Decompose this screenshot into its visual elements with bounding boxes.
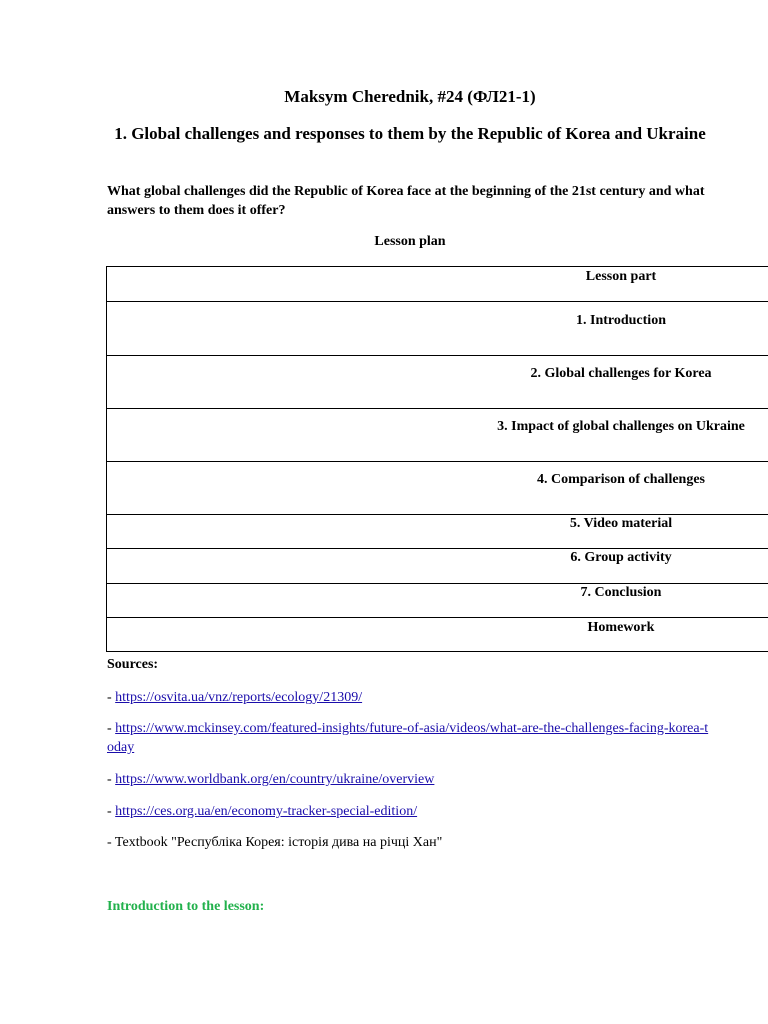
source-prefix: - [107, 690, 116, 705]
lesson-plan-title: Lesson plan [374, 234, 446, 249]
table-row [107, 584, 768, 618]
table-cell-group-activity: 6. Group activity [570, 550, 672, 565]
source-item [107, 719, 713, 757]
table-row [107, 462, 768, 515]
source-textbook: Textbook "Республіка Корея: історія дива на річці Хан" [114, 835, 443, 850]
table-cell-comparison: 4. Comparison of challenges [537, 472, 705, 487]
table-header-lesson-part: Lesson part [585, 269, 657, 284]
source-prefix: - [107, 804, 116, 819]
lesson-plan-table [106, 266, 768, 652]
author-line: Maksym Cherednik, #24 (ФЛ21-1) [284, 87, 536, 106]
table-row [107, 356, 768, 409]
table-cell-conclusion: 7. Conclusion [580, 585, 662, 600]
table-row [107, 618, 768, 652]
table-header-row [107, 267, 768, 302]
table-cell-introduction: 1. Introduction [576, 313, 666, 328]
source-prefix: - [107, 721, 116, 736]
table-row [107, 549, 768, 584]
table-cell-video-material: 5. Video material [569, 516, 673, 531]
table-row [107, 515, 768, 549]
table-row [107, 302, 768, 356]
source-item [107, 688, 713, 707]
table-cell-impact-ukraine: 3. Impact of global challenges on Ukraine [497, 419, 745, 434]
source-link-osvita[interactable]: https://osvita.ua/vnz/reports/ecology/21309/ [115, 690, 363, 705]
source-prefix: - [107, 835, 115, 850]
source-item [107, 802, 713, 821]
lesson-question: What global challenges did the Republic of Korea face at the beginning of the 21st century and what answers to them does it offer? [107, 184, 705, 218]
source-link-mckinsey[interactable]: https://www.mckinsey.com/featured-insights/future-of-asia/videos/what-are-the-challenges-facing-korea-today [107, 721, 709, 755]
source-prefix: - [107, 772, 116, 787]
source-item [107, 770, 713, 789]
source-link-worldbank[interactable]: https://www.worldbank.org/en/country/ukraine/overview [115, 772, 435, 787]
source-link-ces[interactable]: https://ces.org.ua/en/economy-tracker-special-edition/ [115, 804, 418, 819]
table-cell-global-challenges: 2. Global challenges for Korea [530, 366, 712, 381]
document-title: 1. Global challenges and responses to them by the Republic of Korea and Ukraine [114, 124, 706, 143]
table-cell-homework: Homework [587, 620, 655, 635]
intro-heading: Introduction to the lesson: [107, 899, 265, 914]
table-row [107, 409, 768, 462]
sources-label: Sources: [107, 657, 159, 672]
source-item [107, 833, 713, 852]
